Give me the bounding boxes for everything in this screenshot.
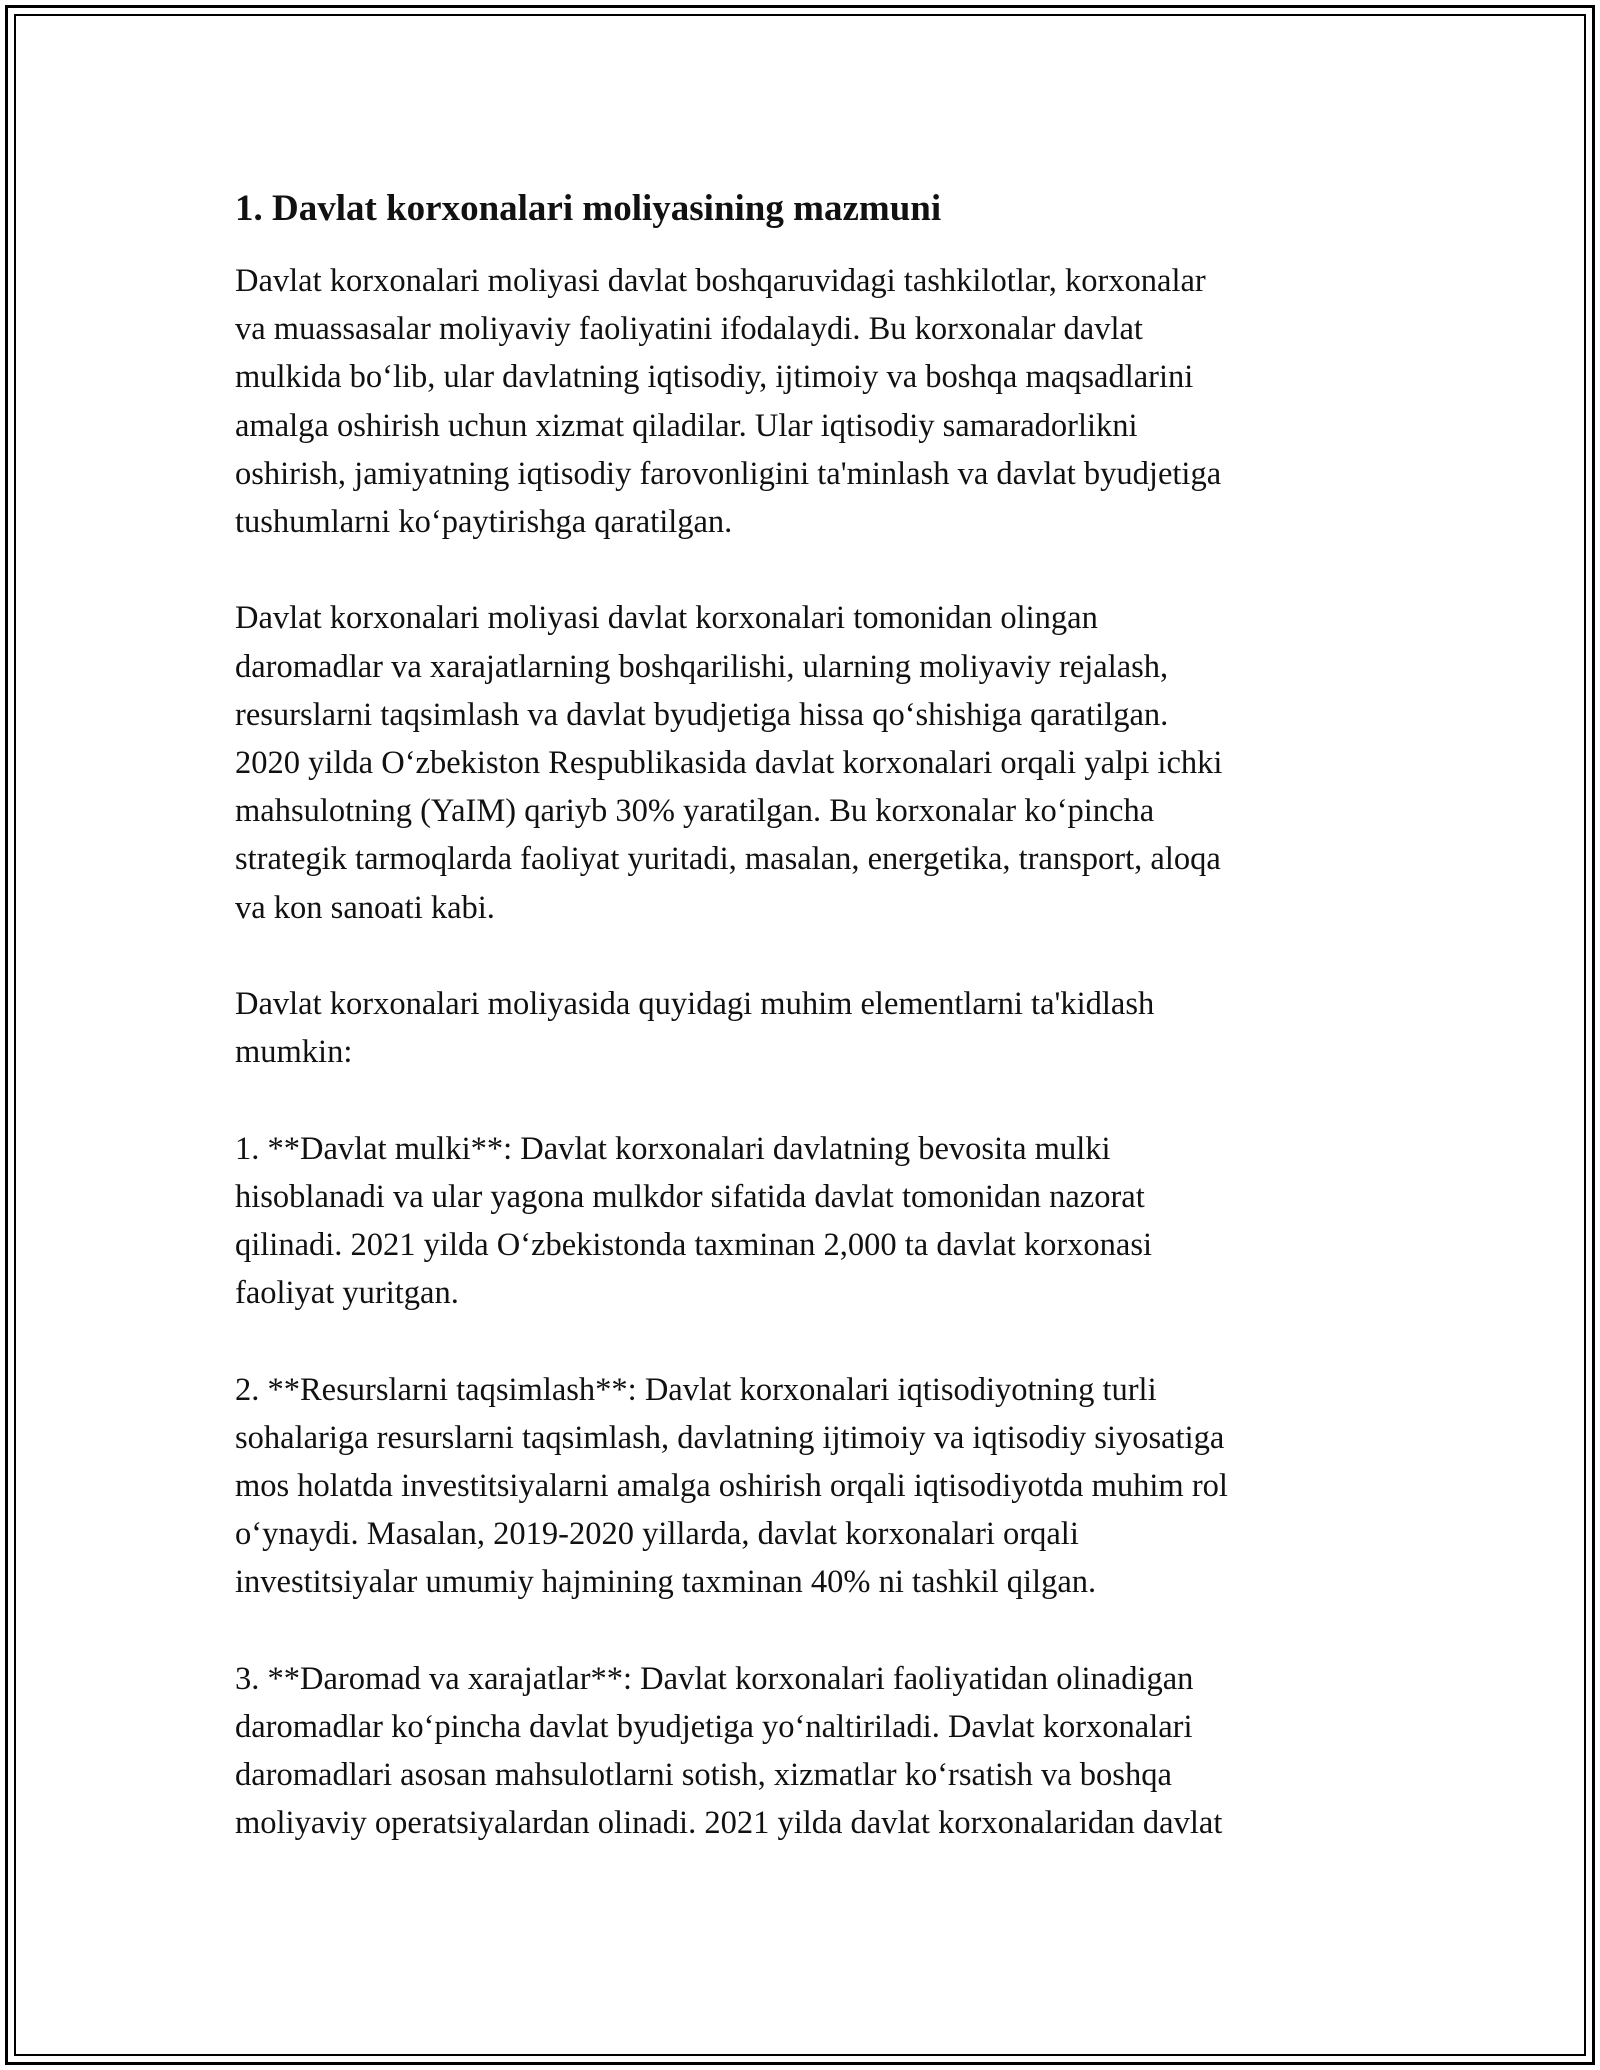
- list-item-resource-allocation: [235, 1366, 1365, 1607]
- text-line: daromadlar ko‘pincha davlat byudjetiga yo‘naltiriladi. Davlat korxonalari: [235, 1709, 1193, 1746]
- text-line: moliyaviy operatsiyalardan olinadi. 2021 yilda davlat korxonalaridan davlat: [235, 1805, 1223, 1842]
- text-line: 3. **Daromad va xarajatlar**: Davlat korxonalari faoliyatidan olinadigan: [235, 1660, 1194, 1697]
- text-line: qilinadi. 2021 yilda O‘zbekistonda taxminan 2,000 ta davlat korxonasi: [235, 1227, 1153, 1264]
- text-line: mumkin:: [235, 1034, 353, 1071]
- text-line: faoliyat yuritgan.: [235, 1275, 459, 1312]
- text-line: va muassasalar moliyaviy faoliyatini ifodalaydi. Bu korxonalar davlat: [235, 311, 1143, 348]
- paragraph-revenue-management: [235, 594, 1365, 931]
- list-item-income-expenses: [235, 1655, 1365, 1848]
- text-line: sohalariga resurslarni taqsimlash, davlatning ijtimoiy va iqtisodiy siyosatiga: [235, 1419, 1225, 1456]
- text-line: mahsulotning (YaIM) qariyb 30% yaratilgan. Bu korxonalar ko‘pincha: [235, 793, 1155, 830]
- text-line: Davlat korxonalari moliyasi davlat boshqaruvidagi tashkilotlar, korxonalar: [235, 263, 1206, 299]
- text-line: va kon sanoati kabi.: [235, 889, 495, 926]
- paragraph-elements-intro: [235, 980, 1365, 1076]
- paragraph-intro: [235, 257, 1365, 546]
- text-line: 2020 yilda O‘zbekiston Respublikasida davlat korxonalari orqali yalpi ichki: [235, 745, 1223, 782]
- text-line: investitsiyalar umumiy hajmining taxminan 40% ni tashkil qilgan.: [235, 1564, 1097, 1601]
- text-line: daromadlar va xarajatlarning boshqarilishi, ularning moliyaviy rejalash,: [235, 648, 1169, 685]
- section-heading: 1. Davlat korxonalari moliyasining mazmuni: [235, 188, 942, 229]
- text-line: oshirish, jamiyatning iqtisodiy farovonligini ta'minlash va davlat byudjetiga: [235, 455, 1222, 492]
- text-line: mos holatda investitsiyalarni amalga oshirish orqali iqtisodiyotda muhim rol: [235, 1468, 1228, 1505]
- text-line: resurslarni taqsimlash va davlat byudjetiga hissa qo‘shishiga qaratilgan.: [235, 696, 1169, 733]
- text-line: daromadlari asosan mahsulotlarni sotish, xizmatlar ko‘rsatish va boshqa: [235, 1757, 1172, 1794]
- text-line: hisoblanadi va ular yagona mulkdor sifatida davlat tomonidan nazorat: [235, 1178, 1145, 1215]
- text-line: 1. **Davlat mulki**: Davlat korxonalari davlatning bevosita mulki: [235, 1130, 1111, 1167]
- text-line: 2. **Resurslarni taqsimlash**: Davlat korxonalari iqtisodiyotning turli: [235, 1371, 1157, 1408]
- text-line: o‘ynaydi. Masalan, 2019-2020 yillarda, davlat korxonalari orqali: [235, 1516, 1079, 1553]
- text-line: tushumlarni ko‘paytirishga qaratilgan.: [235, 504, 733, 541]
- text-line: amalga oshirish uchun xizmat qiladilar. Ular iqtisodiy samaradorlikni: [235, 407, 1138, 444]
- list-item-state-property: [235, 1125, 1365, 1318]
- document-body: [235, 185, 1365, 1896]
- text-line: Davlat korxonalari moliyasida quyidagi muhim elementlarni ta'kidlash: [235, 986, 1155, 1023]
- text-line: strategik tarmoqlarda faoliyat yuritadi, masalan, energetika, transport, aloqa: [235, 841, 1221, 878]
- text-line: mulkida bo‘lib, ular davlatning iqtisodiy, ijtimoiy va boshqa maqsadlarini: [235, 359, 1194, 396]
- text-line: Davlat korxonalari moliyasi davlat korxonalari tomonidan olingan: [235, 600, 1098, 637]
